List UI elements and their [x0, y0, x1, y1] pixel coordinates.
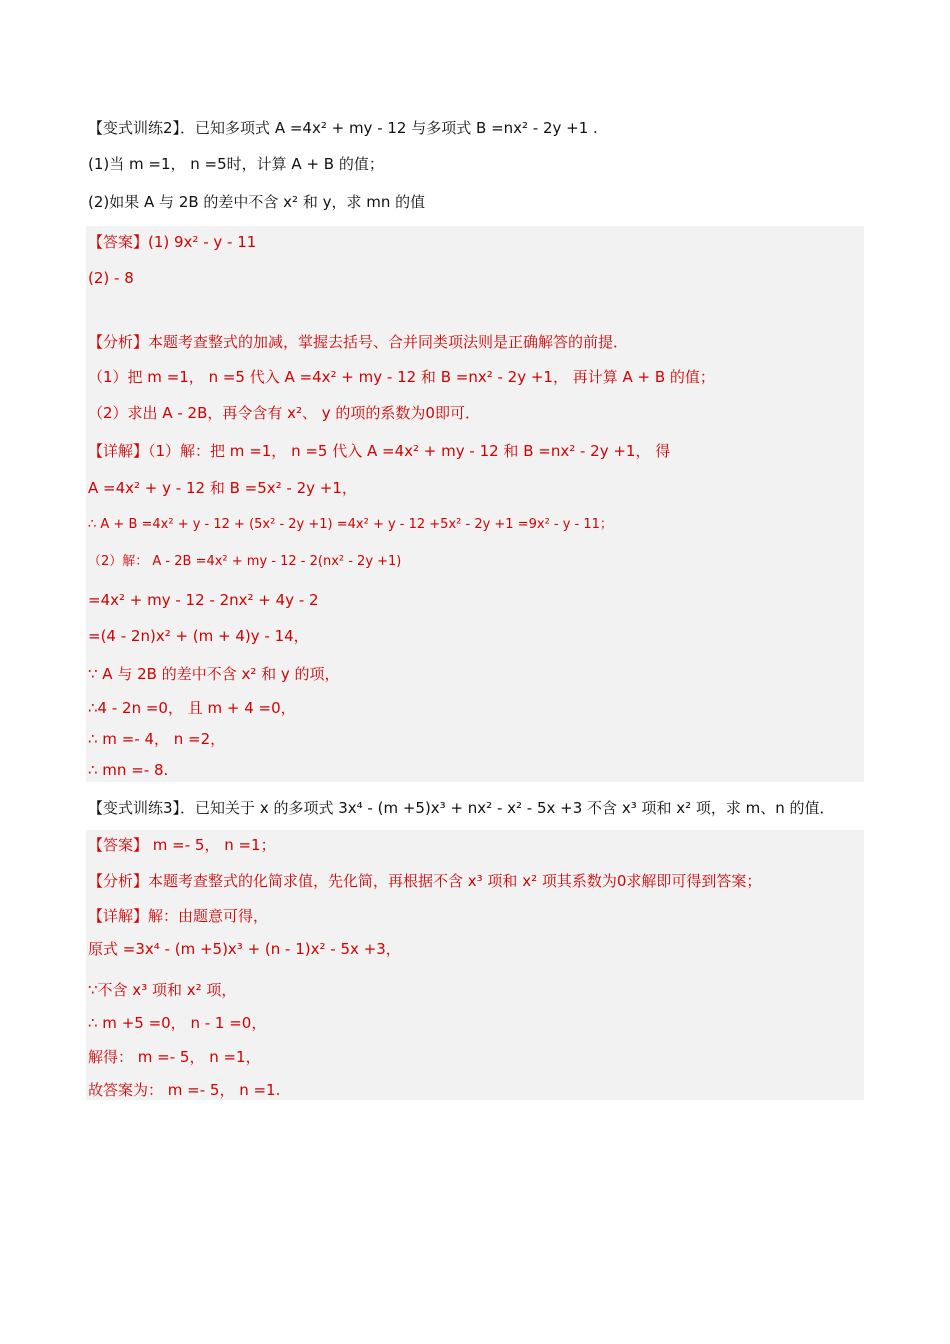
problem2-detail4: （2）解： A - 2B =4x² + my - 12 - 2(nx² - 2y +1): [88, 554, 402, 569]
problem3-title: 【变式训练3】．已知关于 x 的多项式 3x⁴ - (m +5)x³ + nx² - x² - 5x +3 不含 x³ 项和 x² 项，求 m、n 的值．: [88, 799, 835, 817]
problem2-answer1: 【答案】(1) 9x² - y - 11: [88, 233, 257, 251]
problem2-detail9: ∴ m =- 4， n =2，: [88, 730, 226, 748]
problem2-detail10: ∴ mn =- 8.: [88, 761, 169, 779]
problem2-answer2: (2) - 8: [88, 269, 134, 287]
problem3-analysis: 【分析】本题考查整式的化简求值，先化简，再根据不含 x³ 项和 x² 项其系数为0求解即可得到答案；: [88, 872, 762, 890]
problem2-detail7: ∵ A 与 2B 的差中不含 x² 和 y 的项，: [88, 665, 340, 683]
problem2-detail2: A =4x² + y - 12 和 B =5x² - 2y +1，: [88, 479, 357, 497]
problem2-detail1: 【详解】（1）解：把 m =1， n =5 代入 A =4x² + my - 12 和 B =nx² - 2y +1， 得: [88, 442, 671, 460]
problem2-analysis2: （2）求出 A - 2B，再令含有 x²、 y 的项的系数为0即可．: [88, 404, 480, 422]
problem2-detail8: ∴4 - 2n =0， 且 m + 4 =0，: [88, 699, 296, 717]
problem2-detail5: =4x² + my - 12 - 2nx² + 4y - 2: [88, 591, 319, 609]
problem2-question1: (1)当 m =1， n =5时，计算 A + B 的值；: [88, 155, 384, 173]
problem3-detail1: 【详解】解：由题意可得，: [88, 907, 269, 925]
problem3-answer: 【答案】 m =- 5， n =1；: [88, 836, 276, 854]
problem3-detail5: 解得： m =- 5， n =1，: [88, 1048, 261, 1066]
problem3-detail2: 原式 =3x⁴ - (m +5)x³ + (n - 1)x² - 5x +3，: [88, 940, 401, 958]
problem3-detail3: ∵不含 x³ 项和 x² 项，: [88, 981, 237, 999]
problem2-title: 【变式训练2】．已知多项式 A =4x² + my - 12 与多项式 B =nx² - 2y +1 .: [88, 119, 598, 137]
problem2-detail3: ∴ A + B =4x² + y - 12 + (5x² - 2y +1) =4x² + y - 12 +5x² - 2y +1 =9x² - y - 11；: [88, 517, 613, 532]
problem3-detail6: 故答案为： m =- 5， n =1.: [88, 1081, 281, 1099]
problem2-detail6: =(4 - 2n)x² + (m + 4)y - 14，: [88, 627, 309, 645]
problem2-analysis: 【分析】本题考查整式的加减，掌握去括号、合并同类项法则是正确解答的前提．: [88, 333, 629, 351]
problem3-detail4: ∴ m +5 =0， n - 1 =0，: [88, 1014, 267, 1032]
problem2-analysis1: （1）把 m =1， n =5 代入 A =4x² + my - 12 和 B =nx² - 2y +1， 再计算 A + B 的值；: [88, 368, 715, 386]
problem2-question2: (2)如果 A 与 2B 的差中不含 x² 和 y，求 mn 的值: [88, 193, 426, 211]
